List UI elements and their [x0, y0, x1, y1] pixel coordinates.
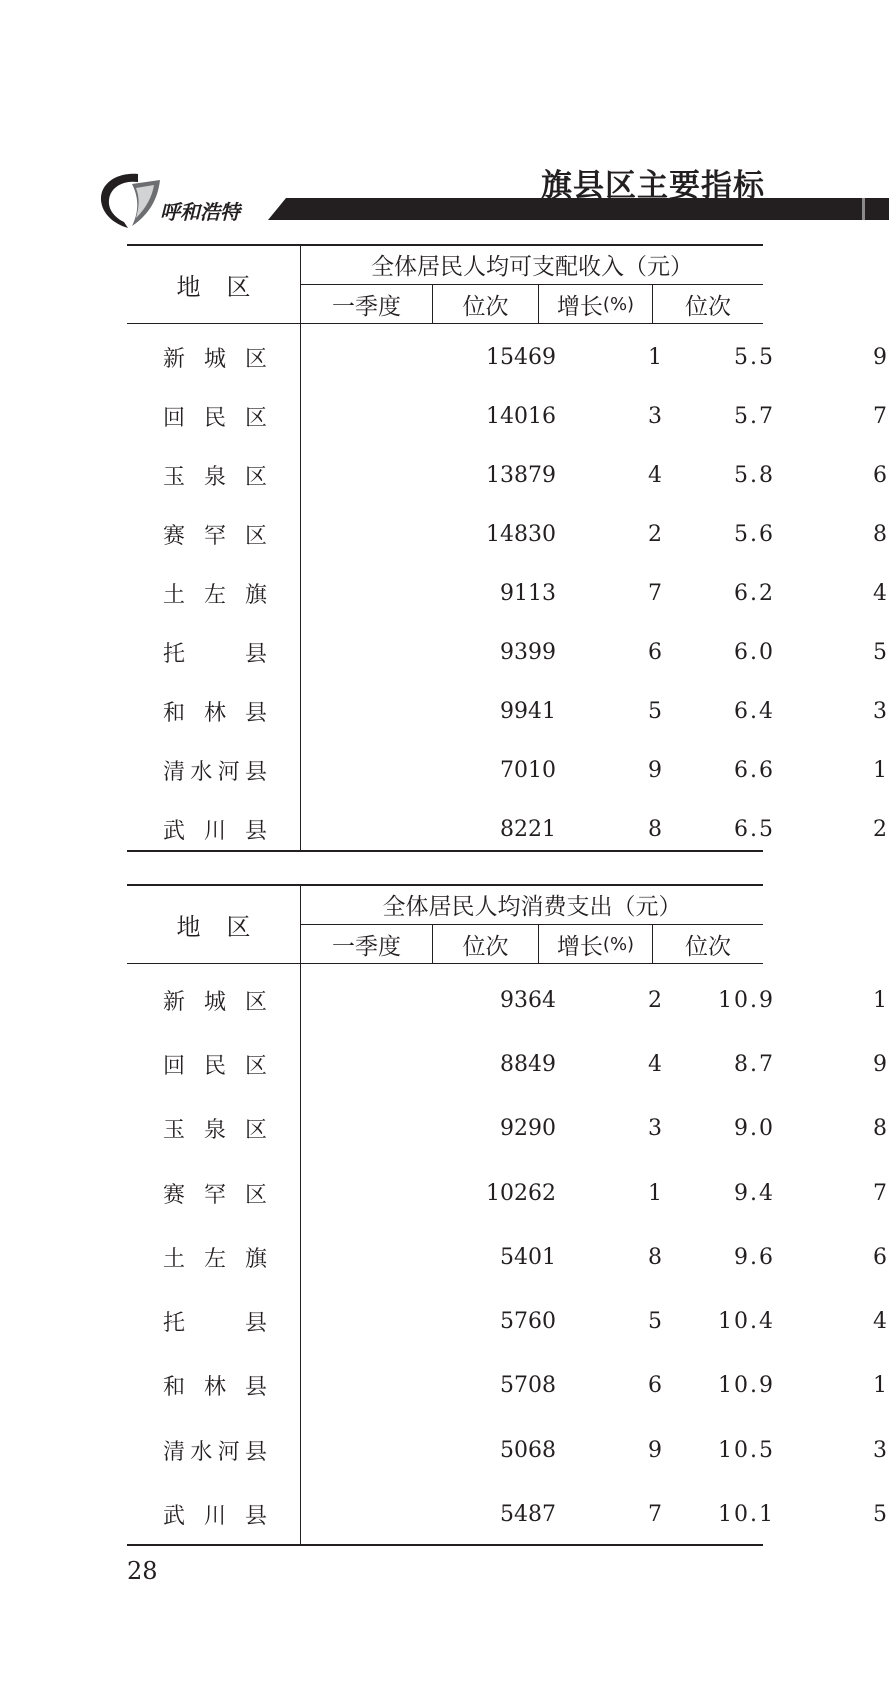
section-title: 旗县区主要指标 — [541, 168, 765, 204]
col-header-q1: 一季度 — [332, 933, 401, 960]
region-name: 玉 泉 区 — [163, 465, 267, 490]
table-row — [127, 1290, 887, 1354]
region-name: 武 川 县 — [163, 819, 267, 844]
growth-rank: 4 — [873, 1309, 887, 1335]
growth-value: 5.7 — [734, 404, 775, 429]
growth-rank: 4 — [873, 581, 887, 606]
region-header: 地区 — [176, 912, 277, 941]
growth-rank: 9 — [873, 345, 887, 370]
q1-rank: 9 — [648, 758, 662, 783]
q1-value: 13879 — [486, 463, 556, 488]
region-name: 新 城 区 — [163, 989, 267, 1015]
region-name: 回 民 区 — [163, 1053, 267, 1079]
q1-value: 8221 — [500, 817, 556, 842]
growth-rank: 9 — [873, 1051, 887, 1077]
q1-value: 9113 — [500, 581, 556, 606]
growth-rank: 1 — [873, 987, 887, 1013]
growth-rank: 6 — [873, 463, 887, 488]
region-header: 地区 — [176, 272, 277, 301]
col-header-rank: 位次 — [685, 933, 731, 960]
growth-value: 6.4 — [734, 699, 775, 724]
region-name: 和 林 县 — [163, 1375, 267, 1401]
q1-value: 10262 — [486, 1180, 556, 1206]
q1-value: 5068 — [500, 1437, 556, 1463]
col-header-q1: 一季度 — [332, 293, 401, 320]
growth-value: 10.5 — [718, 1437, 775, 1463]
region-name: 土 左 旗 — [163, 583, 267, 608]
q1-rank: 8 — [648, 817, 662, 842]
q1-rank: 3 — [648, 1116, 662, 1142]
city-logo-icon — [98, 170, 166, 232]
q1-value: 5487 — [500, 1502, 556, 1528]
region-name: 清 水 河 县 — [163, 760, 267, 785]
table-row — [127, 741, 887, 800]
q1-value: 5708 — [500, 1373, 556, 1399]
growth-value: 5.5 — [734, 345, 775, 370]
q1-rank: 2 — [648, 987, 662, 1013]
region-name: 清 水 河 县 — [163, 1439, 267, 1465]
q1-value: 9399 — [500, 640, 556, 665]
q1-value: 5401 — [500, 1244, 556, 1270]
q1-rank: 6 — [648, 1373, 662, 1399]
q1-value: 9364 — [500, 987, 556, 1013]
growth-rank: 3 — [873, 1437, 887, 1463]
growth-rank: 1 — [873, 758, 887, 783]
table-row — [127, 968, 887, 1032]
growth-rank: 2 — [873, 817, 887, 842]
table-row — [127, 623, 887, 682]
growth-rank: 3 — [873, 699, 887, 724]
header-bar-divider — [862, 198, 865, 220]
table-row — [127, 1354, 887, 1418]
q1-rank: 3 — [648, 404, 662, 429]
region-name: 玉 泉 区 — [163, 1118, 267, 1144]
table-row — [127, 564, 887, 623]
q1-value: 14830 — [486, 522, 556, 547]
region-name: 新 城 区 — [163, 347, 267, 372]
growth-unit: (%) — [602, 293, 635, 315]
q1-rank: 1 — [648, 345, 662, 370]
table-row — [127, 682, 887, 741]
region-name: 和 林 县 — [163, 701, 267, 726]
q1-rank: 7 — [648, 581, 662, 606]
growth-rank: 7 — [873, 404, 887, 429]
region-name: 武 川 县 — [163, 1504, 267, 1530]
q1-rank: 5 — [648, 1309, 662, 1335]
logo-text: 呼和浩特 — [160, 200, 240, 224]
growth-unit: (%) — [602, 933, 635, 955]
q1-value: 7010 — [500, 758, 556, 783]
q1-rank: 1 — [648, 1180, 662, 1206]
q1-value: 15469 — [486, 345, 556, 370]
table-row — [127, 1097, 887, 1161]
growth-rank: 5 — [873, 640, 887, 665]
growth-label: 增长 — [556, 293, 603, 320]
growth-rank: 1 — [873, 1373, 887, 1399]
growth-label: 增长 — [556, 933, 603, 960]
region-name: 回 民 区 — [163, 406, 267, 431]
q1-rank: 4 — [648, 1051, 662, 1077]
q1-rank: 5 — [648, 699, 662, 724]
growth-value: 9.6 — [734, 1244, 775, 1270]
growth-value: 10.9 — [718, 987, 775, 1013]
page-number: 28 — [127, 1557, 158, 1585]
growth-rank: 8 — [873, 1116, 887, 1142]
region-name: 赛 罕 区 — [163, 524, 267, 549]
col-header-growth — [539, 284, 652, 324]
table-row — [127, 446, 887, 505]
growth-value: 6.2 — [734, 581, 775, 606]
growth-rank: 7 — [873, 1180, 887, 1206]
region-name: 托 县 — [163, 642, 267, 667]
col-header-rank: 位次 — [685, 293, 731, 320]
col-header-rank: 位次 — [462, 933, 509, 960]
q1-rank: 9 — [648, 1437, 662, 1463]
growth-value: 5.8 — [734, 463, 775, 488]
table-row — [127, 387, 887, 446]
q1-rank: 7 — [648, 1502, 662, 1528]
growth-value: 10.4 — [718, 1309, 775, 1335]
growth-value: 9.4 — [734, 1180, 775, 1206]
q1-rank: 6 — [648, 640, 662, 665]
col-header-rank: 位次 — [462, 293, 509, 320]
region-name: 土 左 旗 — [163, 1246, 267, 1272]
q1-value: 9290 — [500, 1116, 556, 1142]
growth-rank: 5 — [873, 1502, 887, 1528]
group-title: 全体居民人均消费支出（元） — [382, 893, 682, 920]
growth-value: 8.7 — [734, 1051, 775, 1077]
growth-value: 6.6 — [734, 758, 775, 783]
group-title: 全体居民人均可支配收入（元） — [371, 253, 693, 280]
q1-value: 14016 — [486, 404, 556, 429]
growth-value: 6.0 — [734, 640, 775, 665]
table-row — [127, 1032, 887, 1096]
page-header — [0, 0, 889, 240]
table-row — [127, 1161, 887, 1225]
income-table — [127, 244, 887, 852]
growth-rank: 6 — [873, 1244, 887, 1270]
growth-value: 10.9 — [718, 1373, 775, 1399]
growth-value: 10.1 — [718, 1502, 775, 1528]
region-name: 托 县 — [163, 1311, 267, 1337]
table-row — [127, 800, 887, 859]
col-header-growth — [539, 924, 652, 964]
growth-rank: 8 — [873, 522, 887, 547]
table-row — [127, 505, 887, 564]
q1-value: 5760 — [500, 1309, 556, 1335]
table-row — [127, 1418, 887, 1482]
q1-value: 9941 — [500, 699, 556, 724]
growth-value: 5.6 — [734, 522, 775, 547]
q1-rank: 8 — [648, 1244, 662, 1270]
table-row — [127, 1482, 887, 1546]
consumption-table — [127, 884, 887, 1546]
region-name: 赛 罕 区 — [163, 1182, 267, 1208]
table-row — [127, 328, 887, 387]
table-row — [127, 1225, 887, 1289]
q1-value: 8849 — [500, 1051, 556, 1077]
q1-rank: 2 — [648, 522, 662, 547]
q1-rank: 4 — [648, 463, 662, 488]
growth-value: 6.5 — [734, 817, 775, 842]
growth-value: 9.0 — [734, 1116, 775, 1142]
